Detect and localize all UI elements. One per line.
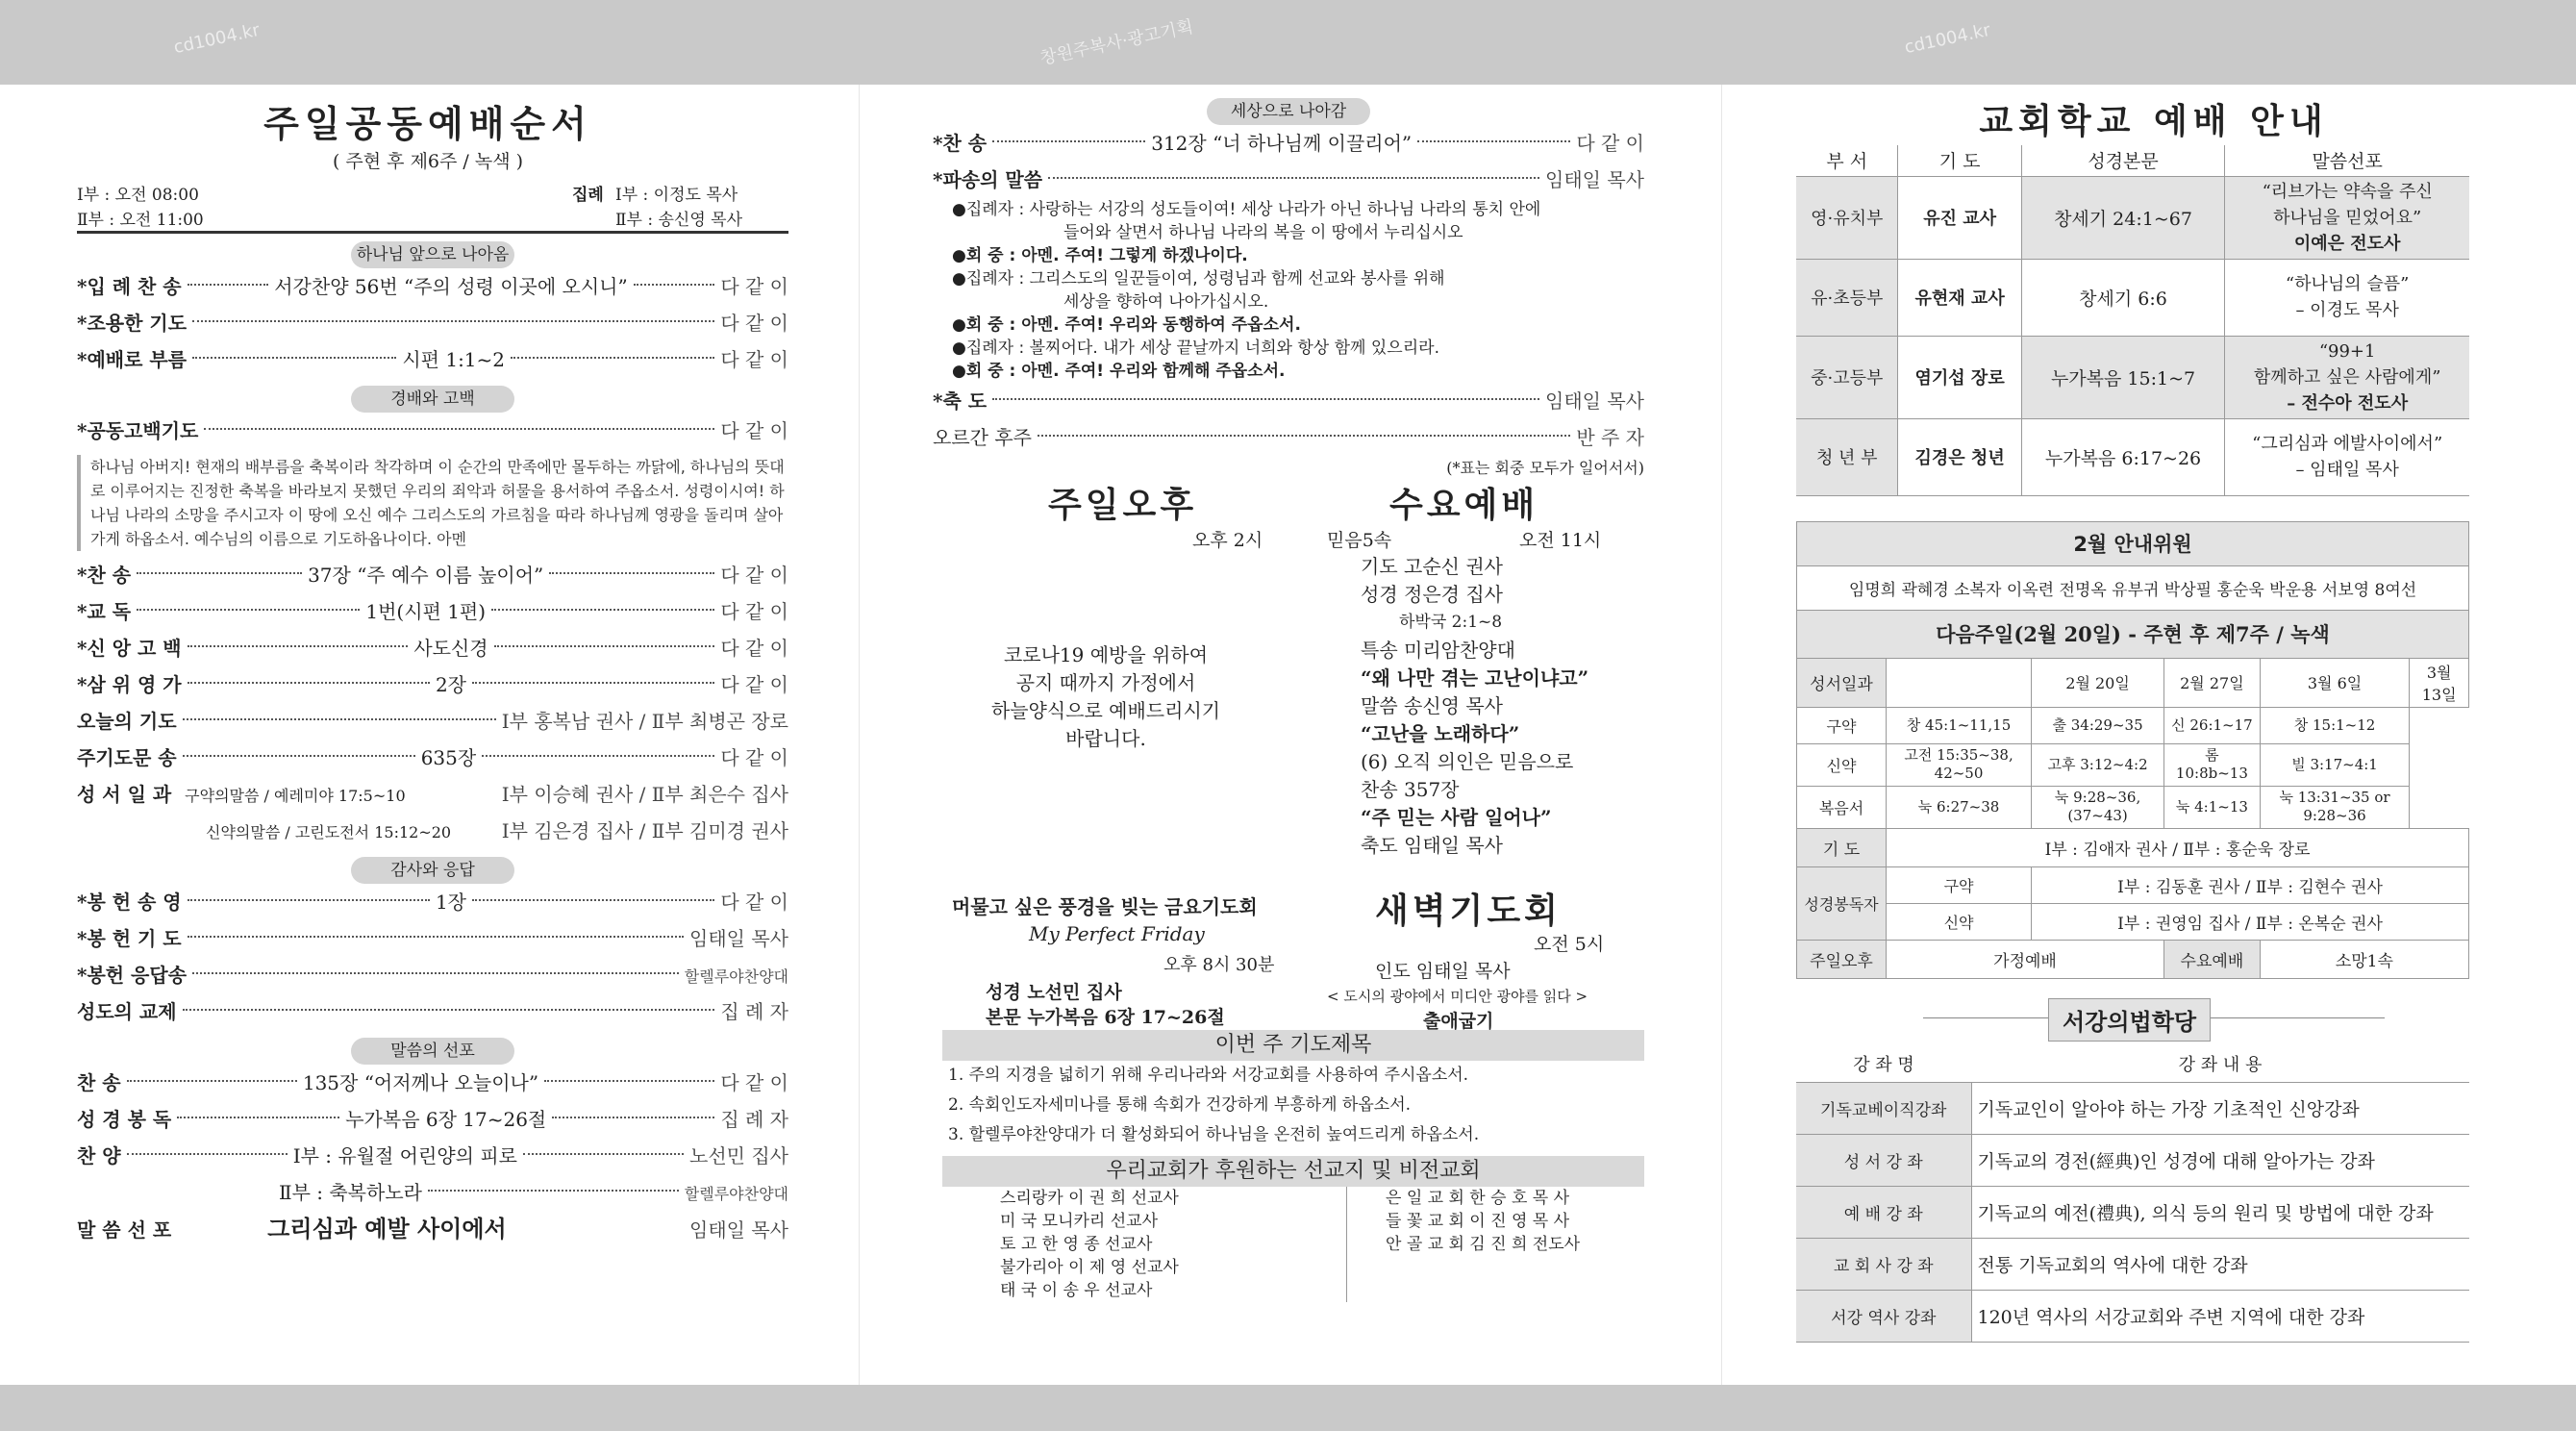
dawn-leader: 인도 임태일 목사	[1375, 961, 1511, 982]
order-row: *봉헌 응답송 할렐루야찬양대	[77, 964, 788, 987]
sunday-afternoon-time: 오후 2시	[1192, 530, 1263, 551]
mission-item: 들 꽃 교 회 이 진 영 목 사	[1386, 1212, 1570, 1231]
fold-line	[1721, 85, 1722, 1385]
order-row: *입 례 찬 송 서강찬양 56번 “주의 성령 이곳에 오시니” 다 같 이	[77, 275, 789, 298]
order-row: 주기도문 송 635장 다 같 이	[77, 746, 789, 769]
wednesday-details: 기도 고순신 권사 성경 정은경 집사 하박국 2:1~8 특송 미리암찬양대 “왜 나만 겪는 고난이냐고” 말씀 송신영 목사 “고난을 노래하다” (6) 오직 의인은 믿음으로 찬송 357장 “주 믿는 사람 일어나” 축도 임태일 목사	[1361, 555, 1589, 857]
order-row: 찬 양 Ⅰ부 : 유월절 어린양의 피로 노선민 집사	[77, 1144, 789, 1167]
mission-item: 안 골 교 회 김 진 희 전도사	[1386, 1235, 1581, 1254]
sunday-afternoon-title: 주일오후	[1048, 486, 1198, 525]
sending-litany: ●집례자 : 사랑하는 서강의 성도들이여! 세상 나라가 아닌 하나님 나라의 통치 안에 들어와 살면서 하나님 나라의 복을 이 땅에서 누리십시오 ●회 중 : 아멘. 주여! 그렇게 하겠나이다. ●집례자 : 그리스도의 일꾼들이여, 성령님과 함께 선교와 봉사를 위해 세상을 향하여 나아가십시오. ●회 중 : 아멘. 주여! 우리와 동행하여 주옵소서. ●집례자 : 볼찌어다. 내가 세상 끝날까지 너희와 항상 함께 있으리라. ●회 중 : 아멘. 주여! 우리와 함께해 주옵소서.	[952, 200, 1541, 381]
section-pill: 말씀의 선포	[351, 1038, 514, 1065]
weekly-services	[923, 478, 1654, 1032]
divider	[77, 231, 788, 234]
order-row: *신 앙 고 백 사도신경 다 같 이	[77, 637, 789, 660]
table-row: 복음서 눅 6:27~38 눅 9:28~36, (37~43) 눅 4:1~13 눅 13:31~35 or 9:28~36	[1797, 786, 2469, 828]
friday-subtitle: My Perfect Friday	[1029, 922, 1205, 945]
table-row: 영·유치부 유진 교사 창세기 24:1~67 “리브가는 약속을 주신 하나님을 믿었어요” 이예은 전도사	[1796, 176, 2469, 259]
dawn-time: 오전 5시	[1534, 934, 1605, 955]
sending-column	[923, 85, 1654, 1385]
leader-label: 집례	[572, 186, 604, 205]
sunday-afternoon-notice: 코로나19 예방을 위하여 공지 때까지 가정에서 하늘양식으로 예배드리시기 바랍니다.	[990, 643, 1221, 750]
table-row: 청 년 부 김경은 청년 누가복음 6:17~26 “그리심과 에발사이에서” – 임태일 목사	[1796, 418, 2469, 495]
order-row: *삼 위 영 가 2장 다 같 이	[77, 673, 788, 696]
fold-line	[859, 85, 860, 1385]
missions-list	[942, 1187, 1644, 1302]
order-row: *파송의 말씀 임태일 목사	[933, 168, 1644, 191]
order-row: 성 서 일 과 구약의말씀 / 예레미야 17:5~10 Ⅰ부 이승혜 권사 / Ⅱ부 최은수 집사	[77, 783, 788, 806]
bottom-band	[0, 1385, 2576, 1431]
order-row: *찬 송 37장 “주 예수 이름 높이어” 다 같 이	[77, 564, 788, 587]
subtitle: ( 주현 후 제6주 / 녹색 )	[332, 151, 524, 172]
mission-item: 태 국 이 송 우 선교사	[1000, 1281, 1153, 1300]
watermark: cd1004.kr	[1902, 19, 1992, 59]
leader-1: Ⅰ부 : 이정도 목사	[615, 186, 738, 205]
dawn-title: 새벽기도회	[1375, 891, 1562, 931]
order-row: *축 도 임태일 목사	[933, 389, 1644, 413]
order-row: 신약의말씀 / 고린도전서 15:12~20 Ⅰ부 김은경 집사 / Ⅱ부 김미경 권사	[206, 819, 788, 842]
table-row: 기독교베이직강좌 기독교인이 알아야 하는 가장 기초적인 신앙강좌	[1796, 1083, 2469, 1135]
confession-prayer: 하나님 아버지! 현재의 배부름을 축복이라 착각하며 이 순간의 만족에만 몰두하는 까닭에, 하나님의 뜻대로 이루어지는 진정한 축복을 바라보지 못했던 우리의 죄악과 허물을 용서하여 주옵소서. 성령이시여! 하나님 나라의 소망을 주시고자 이 땅에 오신 예수 그리스도의 가르침을 따라 하나님께 영광을 돌리며 살아가게 하옵소서. 예수님의 이름으로 기도하옵나이다. 아멘	[77, 455, 788, 551]
watermark: cd1004.kr	[171, 19, 262, 59]
order-row: *찬 송 312장 “너 하나님께 이끌리어” 다 같 이	[933, 132, 1644, 155]
mission-item: 스리랑카 이 권 희 선교사	[1000, 1189, 1179, 1208]
table-row: 구약 창 45:1~11,15 출 34:29~35 신 26:1~17 창 15:1~12	[1797, 707, 2469, 743]
order-row: 오늘의 기도 Ⅰ부 홍복남 권사 / Ⅱ부 최병곤 장로	[77, 710, 788, 733]
time-2: Ⅱ부 : 오전 11:00	[77, 211, 204, 230]
law-school-title: 서강의법학당	[2048, 998, 2211, 1042]
order-row: 성도의 교제 집 례 자	[77, 1000, 788, 1023]
friday-title: 머물고 싶은 풍경을 빚는 금요기도회	[952, 895, 1258, 918]
mission-item: 불가리아 이 제 영 선교사	[1000, 1258, 1179, 1277]
watermark: 창원주복사·광고기획	[1038, 16, 1195, 69]
section-pill: 경배와 고백	[351, 386, 514, 413]
table-row: 교 회 사 강 좌 전통 기독교회의 역사에 대한 강좌	[1796, 1239, 2469, 1291]
order-row: 말 씀 선 포 그리심과 예발 사이에서 임태일 목사	[77, 1216, 788, 1243]
mission-item: 토 고 한 영 종 선교사	[1000, 1235, 1153, 1254]
law-school-header	[1788, 989, 2519, 1046]
order-row: *교 독 1번(시편 1편) 다 같 이	[77, 600, 789, 623]
page-title: 주일공동예배순서	[263, 103, 592, 145]
order-row: *봉 헌 기 도 임태일 목사	[77, 927, 788, 950]
table-row: 중·고등부 염기섭 장로 누가복음 15:1~7 “99+1 함께하고 싶은 사람에게” – 전수아 전도사	[1796, 336, 2469, 418]
order-row: 성 경 봉 독 누가복음 6장 17~26절 집 례 자	[77, 1108, 788, 1131]
prayer-topics: 1. 주의 지경을 넓히기 위해 우리나라와 서강교회를 사용하여 주시옵소서. 2. 속회인도자세미나를 통해 속회가 건강하게 부흥하게 하옵소서. 3. 할렐루야찬양대가 더 활성화되어 하나님을 온전히 높여드리게 하옵소서.	[948, 1066, 1480, 1144]
dawn-book: 출애굽기	[1423, 1011, 1494, 1032]
worship-order-column	[58, 85, 798, 1385]
section-pill: 감사와 응답	[351, 857, 514, 884]
time-1: Ⅰ부 : 오전 08:00	[77, 186, 199, 205]
order-row: *봉 헌 송 영 1장 다 같 이	[77, 891, 788, 914]
table-row: 서강 역사 강좌 120년 역사의 서강교회와 주변 지역에 대한 강좌	[1796, 1291, 2469, 1343]
table-row: 예 배 강 좌 기독교의 예전(禮典), 의식 등의 원리 및 방법에 대한 강좌	[1796, 1187, 2469, 1239]
table-row: 성 서 강 좌 기독교의 경전(經典)인 성경에 대해 알아가는 강좌	[1796, 1135, 2469, 1187]
service-times	[58, 181, 798, 231]
church-school-title: 교회학교 예배 안내	[1979, 102, 2329, 141]
prayer-topics-title: 이번 주 기도제목	[942, 1030, 1644, 1061]
church-school-column	[1788, 85, 2519, 1385]
friday-details: 성경 노선민 집사 본문 누가복음 6장 17~26절	[986, 982, 1225, 1028]
table-row: 신약 고전 15:35~38, 42~50 고후 3:12~4:2 롬 10:8b~13 빌 3:17~4:1	[1797, 743, 2469, 786]
usher-and-lectionary-table: 2월 안내위원 임명희 곽혜경 소복자 이옥련 전명옥 유부귀 박상필 홍순욱 박운용 서보영 8여선 다음주일(2월 20일) - 주현 후 제7주 / 녹색 성서일과 2월 20일 2월 27일 3월 6일 3월 13일 구약 창 45:1~11,15 출 34:29~35 신 26:1~17 창 15:1~12 신약 고전 15:35~38, 42~50 고후 3:12~4:2 롬 10:8b~13 빌 3:17~4:1 복음서 눅 6:27~38 눅 9:28~36, (37~43) 눅 4:1~13 눅 13:31~35 or 9:28~36 기 도 Ⅰ부 : 김애자 권사 / Ⅱ부 : 홍순욱 장로 성경봉독자 구약 Ⅰ부 : 김동훈 권사 / Ⅱ부 : 김현수 권사 신약 Ⅰ부 : 권영임 집사 / Ⅱ부 : 온복순 권사 주일오후 가정예배 수요예배 소망1속	[1796, 521, 2469, 979]
wednesday-title: 수요예배	[1389, 486, 1539, 525]
order-row: *공동고백기도 다 같 이	[77, 419, 788, 442]
law-school-table: 강 좌 명 강 좌 내 용 기독교베이직강좌 기독교인이 알아야 하는 가장 기초적인 신앙강좌 성 서 강 좌 기독교의 경전(經典)인 성경에 대해 알아가는 강좌 예 배 강 좌 기독교의 예전(禮典), 의식 등의 원리 및 방법에 대한 강좌 교 회 사 강 좌 전통 기독교회의 역사에 대한 강좌 서강 역사 강좌 120년 역사의 서강교회와 주변 지역에 대한 강좌	[1796, 1046, 2469, 1343]
order-row: *조용한 기도 다 같 이	[77, 312, 788, 335]
wednesday-time: 오전 11시	[1519, 530, 1602, 551]
section-pill: 하나님 앞으로 나아옴	[351, 241, 514, 268]
section-pill: 세상으로 나아감	[1207, 98, 1370, 125]
mission-item: 미 국 모니카리 선교사	[1000, 1212, 1159, 1231]
friday-time: 오후 8시 30분	[1163, 955, 1275, 975]
table-row: 유·초등부 유현재 교사 창세기 6:6 “하나님의 슬픔” – 이경도 목사	[1796, 259, 2469, 336]
mission-item: 은 일 교 회 한 승 호 목 사	[1386, 1189, 1570, 1208]
order-row: Ⅱ부 : 축복하노라 할렐루야찬양대	[279, 1181, 788, 1204]
standing-note: (*표는 회중 모두가 일어서서)	[1446, 459, 1644, 477]
top-band	[0, 0, 2576, 85]
dawn-series: < 도시의 광야에서 미디안 광야를 읽다 >	[1327, 988, 1588, 1005]
wednesday-week: 믿음5속	[1327, 530, 1392, 551]
church-school-table: 부 서 기 도 성경본문 말씀선포 영·유치부 유진 교사 창세기 24:1~67 “리브가는 약속을 주신 하나님을 믿었어요” 이예은 전도사 유·초등부 유현재 교사 창세기 6:6 “하나님의 슬픔” – 이경도 목사 중·고등부 염기섭 장로 누가복음 15:1~7 “99+1 함께하고 싶은 사람에게” – 전수아 전도사 청 년 부 김경은 청년 누가복음 6:17~26 “그리심과 에발사이에서” – 임태일 목사	[1796, 145, 2469, 496]
order-row: 찬 송 135장 “어저께나 오늘이나” 다 같 이	[77, 1071, 789, 1094]
order-row: 오르간 후주 반 주 자	[933, 426, 1644, 449]
leader-2: Ⅱ부 : 송신영 목사	[615, 211, 743, 230]
missions-title: 우리교회가 후원하는 선교지 및 비전교회	[942, 1156, 1644, 1187]
order-row: *예배로 부름 시편 1:1~2 다 같 이	[77, 348, 789, 371]
